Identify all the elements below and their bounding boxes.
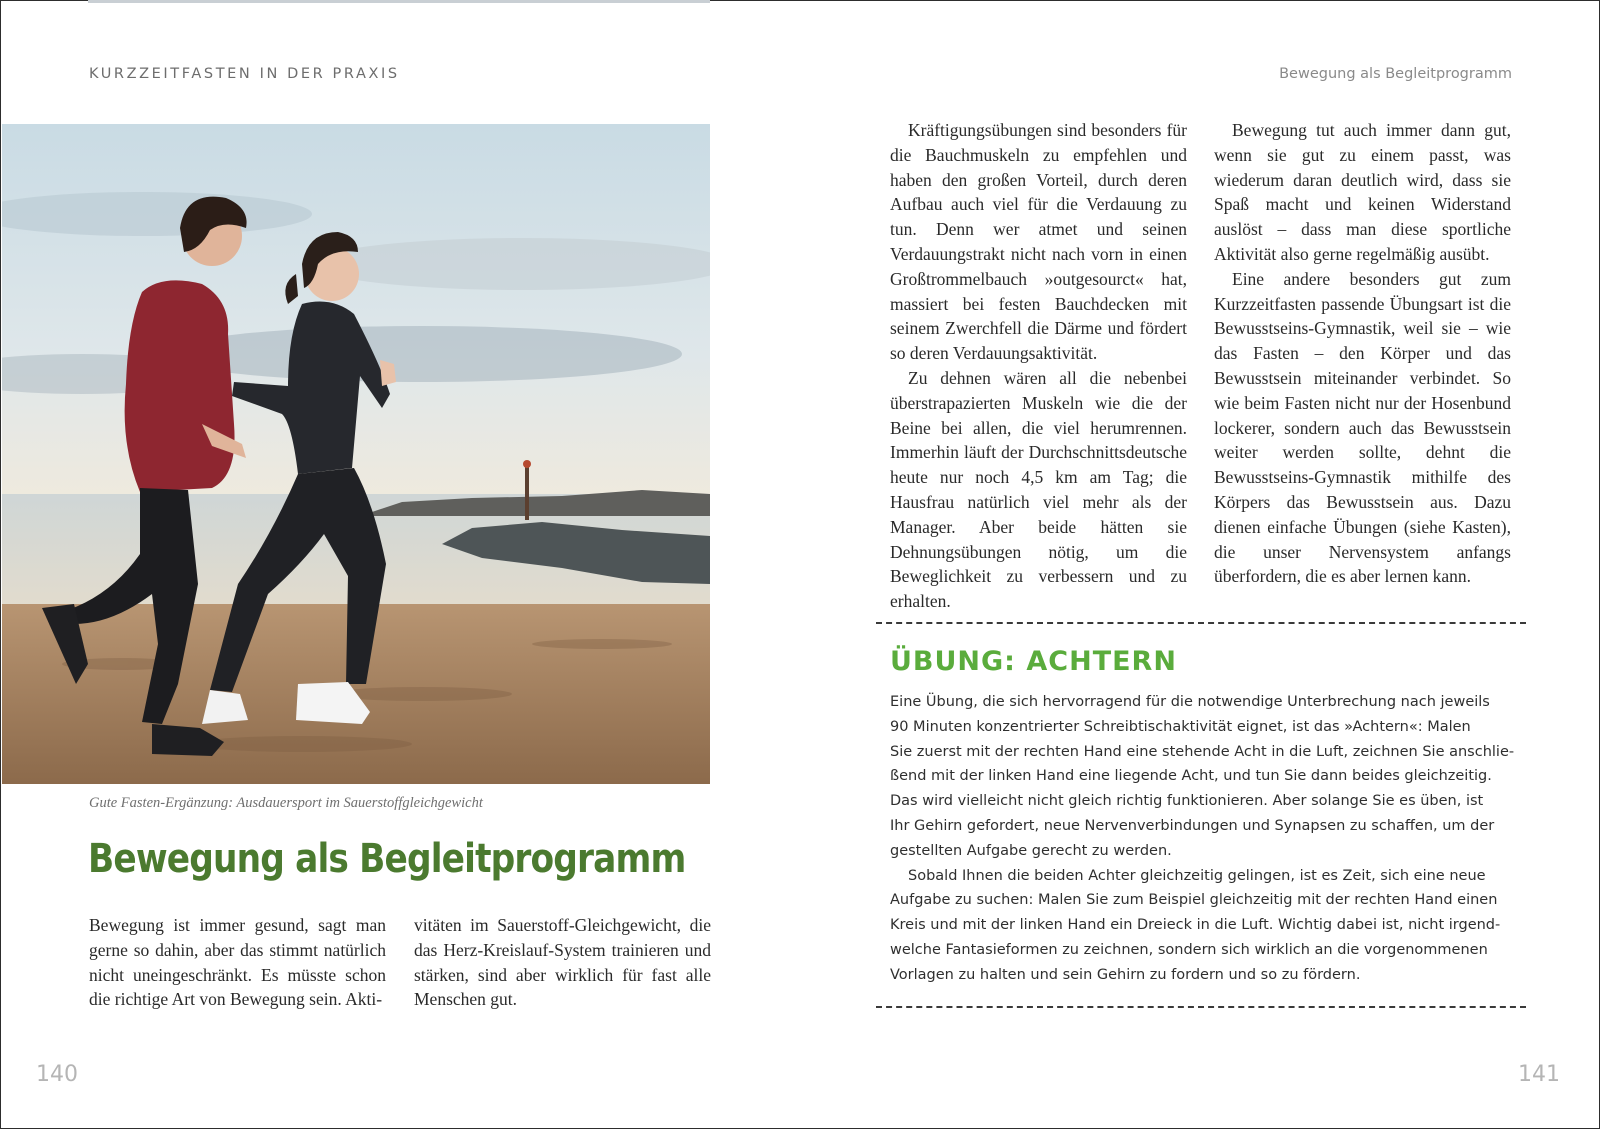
box-line: Vorlagen zu halten und sein Gehirn zu fordern und so zu fördern. [890, 966, 1361, 983]
section-heading: Bewegung als Begleitprogramm [88, 836, 686, 882]
left-column-2 [414, 913, 711, 1012]
box-line: gestellten Aufgabe gerecht zu werden. [890, 842, 1172, 859]
page-number-left: 140 [36, 1062, 78, 1087]
box-line: 90 Minuten konzentrierter Schreibtischaktivität eignet, ist das »Achtern«: Malen [890, 718, 1471, 735]
box-bottom-divider [876, 1006, 1526, 1008]
running-head-right: Bewegung als Begleitprogramm [1279, 66, 1512, 82]
left-col1-text: Bewegung ist immer gesund, sagt man gerne so dahin, aber das stimmt natürlich nicht uneingeschränkt. Es müsste schon die richtige Art von Bewegung sein. Akti- [89, 915, 386, 1010]
right-col1-paragraph-1: Kräftigungsübungen sind besonders für die Bauchmuskeln zu empfehlen und haben den großen Vorteil, durch deren Aufbau auch viel für die Verdauung zu tun. Denn wer atmet und seinen Verdauungstrakt nicht nach vorn in einen Großtrommelbauch »outgesourct« hat, massiert bei festen Bauchdecken mit seinem Zwerchfell die Därme und fördert so deren Verdauungsaktivität. [890, 120, 1187, 364]
box-line: welche Fantasieformen zu zeichnen, sondern sich wirklich an die vorgenommenen [890, 941, 1488, 958]
box-line: Aufgabe zu suchen: Malen Sie zum Beispiel gleichzeitig mit der rechten Hand einen [890, 892, 1498, 909]
exercise-box-text [890, 690, 1530, 988]
box-line: Sobald Ihnen die beiden Achter gleichzeitig gelingen, ist es Zeit, sich eine neue [908, 867, 1486, 884]
right-column-1 [890, 118, 1187, 614]
right-col1-paragraph-2: Zu dehnen wären all die nebenbei überstrapazierten Muskeln wie die der Beine bei allen, die viel herumrennen. Immerhin läuft der Durchschnittsdeutsche heute nur noch 4,5 km am Tag; die Hausfrau natürlich viel mehr als der Manager. Aber beide hätten sie Dehnungsübungen nötig, um die Beweglichkeit zu verbessern und zu erhalten. [890, 367, 1187, 612]
box-line: Sie zuerst mit der rechten Hand eine stehende Acht in die Luft, zeichnen Sie anschlie- [890, 743, 1515, 760]
running-head-left: KURZZEITFASTEN IN DER PRAXIS [89, 66, 400, 82]
box-line: Das wird vielleicht nicht gleich richtig funktionieren. Aber solange Sie es üben, ist [890, 793, 1484, 810]
box-top-divider [876, 622, 1526, 624]
page-number-right: 141 [1518, 1062, 1560, 1087]
box-line: ßend mit der linken Hand eine liegende Acht, und tun Sie dann beides gleichzeitig. [890, 768, 1492, 785]
right-col2-paragraph-1: Bewegung tut auch immer dann gut, wenn sie gut zu einem passt, was wiederum daran deutlich wird, dass sie Spaß macht und keinen Widerstand auslöst – dass man diese sportliche Aktivität also gerne regelmäßig ausübt. [1214, 120, 1511, 264]
left-col2-text: vitäten im Sauerstoff-Gleichgewicht, die das Herz-Kreislauf-System trainieren und stärken, sind aber wirklich für fast alle Menschen gut. [414, 915, 711, 1010]
running-photo [2, 124, 710, 784]
box-line: Ihr Gehirn gefordert, neue Nervenverbindungen und Synapsen zu schaffen, um der [890, 817, 1495, 834]
top-rule [88, 0, 710, 3]
photo-caption: Gute Fasten-Ergänzung: Ausdauersport im Sauerstoffgleichgewicht [89, 795, 483, 811]
right-column-2 [1214, 118, 1511, 589]
exercise-box-title: ÜBUNG: ACHTERN [890, 646, 1177, 677]
box-line: Kreis und mit der linken Hand ein Dreieck in die Luft. Wichtig dabei ist, nicht irgend- [890, 917, 1501, 934]
left-column-1 [89, 913, 386, 1012]
box-line: Eine Übung, die sich hervorragend für die notwendige Unterbrechung nach jeweils [890, 694, 1490, 710]
right-col2-paragraph-2: Eine andere besonders gut zum Kurzzeitfasten passende Übungsart ist die Bewusstseins-Gymnastik, weil sie – wie das Fasten – den Körper und das Bewusstsein miteinander verbindet. So wie beim Fasten nicht nur der Hosenbund lockerer, sondern auch das Bewusstsein weiter werden sollte, dehnt die Bewusstseins-Gymnastik mithilfe des Körpers das Bewusstsein aus. Dazu dienen einfache Übungen (siehe Kasten), die unser Nervensystem anfangs überfordern, die es aber lernen kann. [1214, 268, 1511, 587]
